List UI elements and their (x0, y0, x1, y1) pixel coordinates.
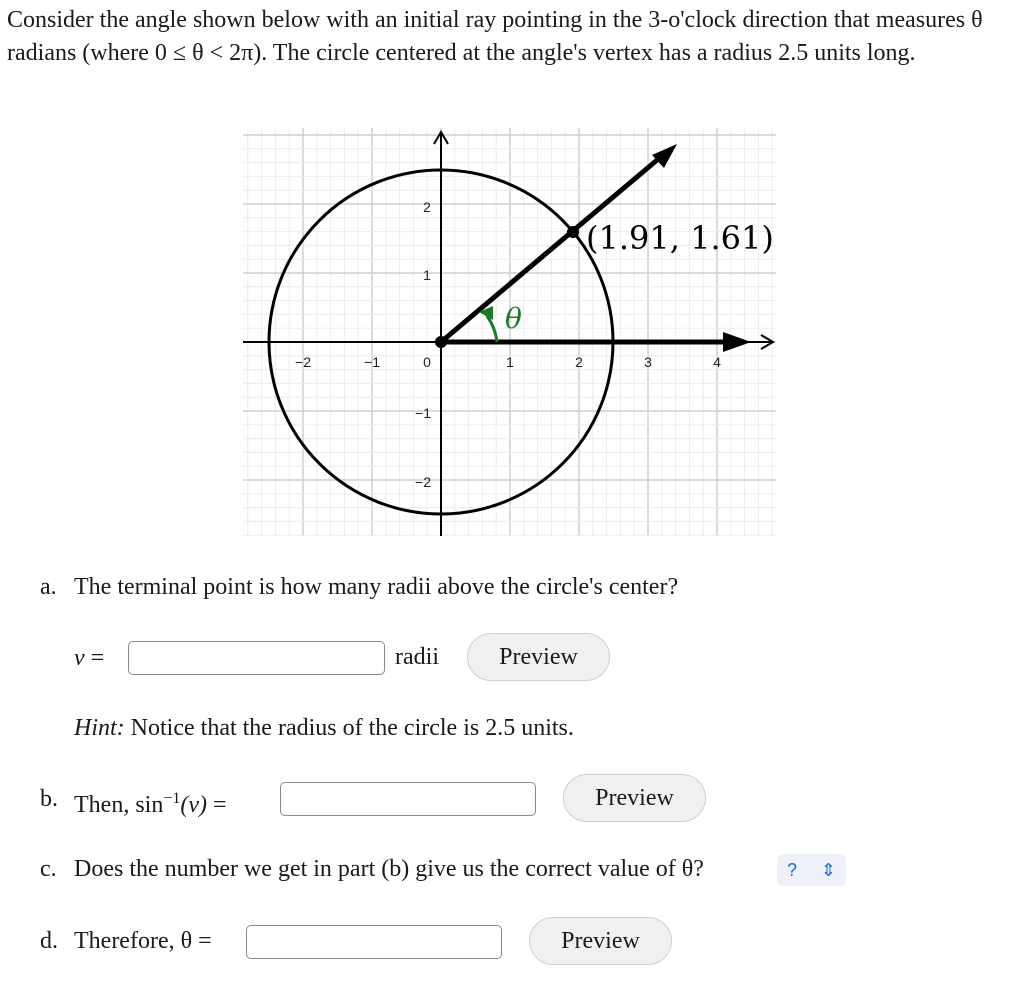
part-a-question: The terminal point is how many radii above the circle's center? (74, 574, 679, 600)
x-tick-label: 1 (506, 354, 514, 370)
terminal-point (567, 226, 579, 238)
answer-input-theta[interactable] (246, 925, 502, 959)
sin-argument: (v) (180, 792, 207, 818)
y-tick-label: −2 (415, 474, 431, 490)
part-d-question: Therefore, θ = (74, 928, 212, 954)
angle-arc (487, 316, 497, 342)
graph-canvas (243, 128, 776, 536)
answer-select-c[interactable] (777, 854, 846, 886)
problem-intro: Consider the angle shown below with an initial ray pointing in the 3-o'clock direction that measures θ radians (where 0 ≤ θ < 2π). The circle centered at the angle's vertex has a radius 2.5 units long. (7, 7, 983, 66)
part-c-question: Does the number we get in part (b) give us the correct value of θ? (74, 856, 704, 882)
x-tick-label: −1 (364, 354, 380, 370)
part-b-label: b. (40, 786, 58, 812)
initial-ray-arrowhead (723, 332, 751, 352)
part-a-variable (74, 643, 104, 673)
x-tick-label: 2 (575, 354, 583, 370)
x-tick-label: 0 (423, 354, 431, 370)
part-d-label: d. (40, 928, 58, 954)
y-tick-label: −1 (415, 405, 431, 421)
unit-radii: radii (395, 644, 439, 670)
equals-sign: = (90, 645, 105, 671)
x-tick-label: 4 (713, 354, 721, 370)
preview-button-d[interactable]: Preview (529, 917, 672, 965)
point-label: (1.91, 1.61) (586, 219, 774, 257)
answer-input-v[interactable] (128, 641, 385, 675)
preview-button-a[interactable]: Preview (467, 633, 610, 681)
part-a-label: a. (40, 574, 57, 600)
angle-label: θ (505, 302, 522, 335)
part-b-question (74, 784, 227, 820)
var-v: v (74, 645, 85, 671)
select-value: ? (787, 859, 798, 880)
terminal-ray-arrowhead (652, 144, 677, 168)
hint-label: Hint: (74, 715, 125, 741)
inverse-superscript: −1 (163, 790, 181, 807)
x-tick-label: −2 (295, 354, 311, 370)
equals-sign: = (213, 792, 227, 818)
sin-text: Then, sin (74, 792, 164, 818)
hint-text: Notice that the radius of the circle is 2.5 units. (124, 715, 574, 741)
y-tick-label: 2 (423, 199, 431, 215)
y-tick-label: 1 (423, 267, 431, 283)
part-c-label: c. (40, 856, 57, 882)
chevron-updown-icon: ⇕ (820, 859, 836, 880)
preview-button-b[interactable]: Preview (563, 774, 706, 822)
vertex-point (435, 336, 447, 348)
angle-graph (243, 128, 776, 536)
x-tick-label: 3 (644, 354, 652, 370)
answer-input-arcsin[interactable] (280, 782, 536, 816)
hint (74, 713, 574, 743)
